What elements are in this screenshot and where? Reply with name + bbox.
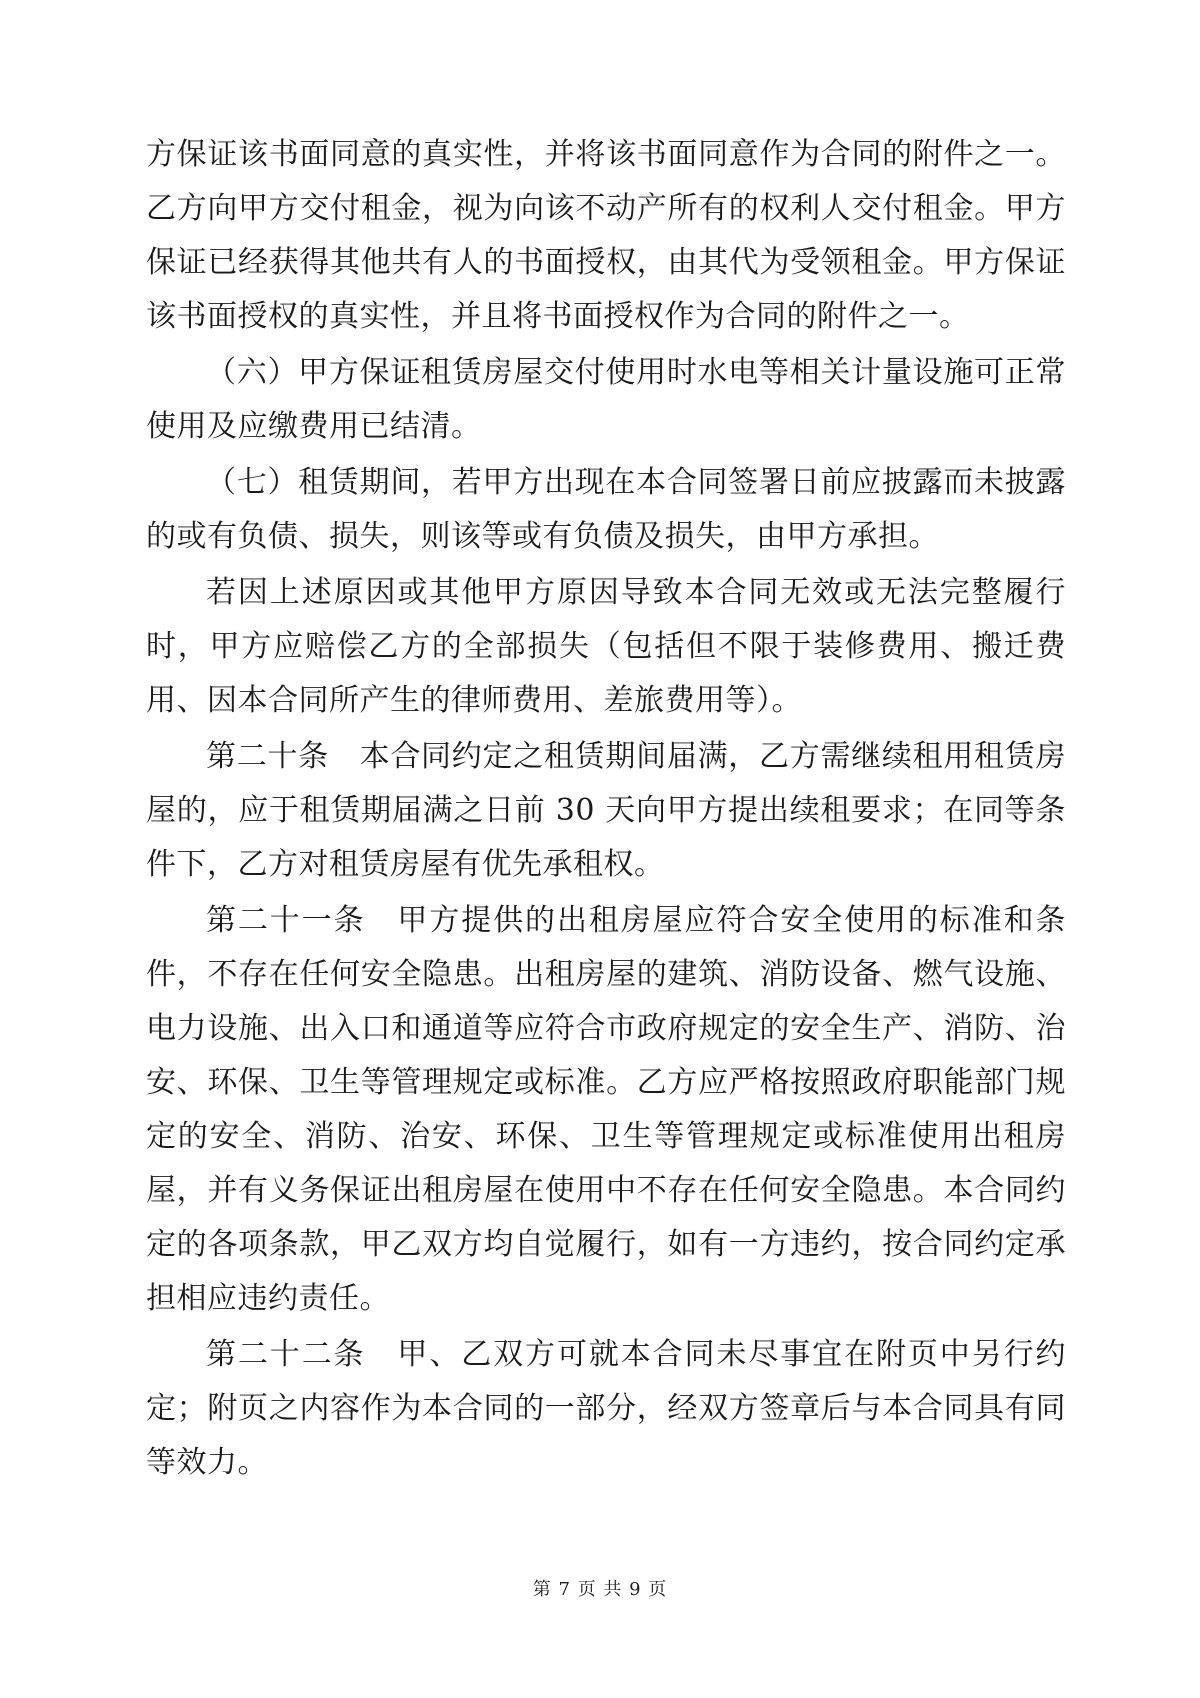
paragraph-3: （七）租赁期间，若甲方出现在本合同签署日前应披露而未披露的或有负债、损失，则该等或有负债及损失，由甲方承担。 [146, 465, 1066, 554]
page-number-footer: 第 7 页 共 9 页 [532, 1579, 668, 1600]
document-body [146, 128, 1066, 1492]
article-21: 第二十一条 甲方提供的出租房屋应符合安全使用的标准和条件，不存在任何安全隐患。出租房屋的建筑、消防设备、燃气设施、电力设施、出入口和通道等应符合市政府规定的安全生产、消防、治安、环保、卫生等管理规定或标准。乙方应严格按照政府职能部门规定的安全、消防、治安、环保、卫生等管理规定或标准使用出租房屋，并有义务保证出租房屋在使用中不存在任何安全隐患。本合同约定的各项条款，甲乙双方均自觉履行，如有一方违约，按合同约定承担相应违约责任。 [146, 903, 1066, 1316]
paragraph-2: （六）甲方保证租赁房屋交付使用时水电等相关计量设施可正常使用及应缴费用已结清。 [146, 355, 1066, 444]
article-20: 第二十条 本合同约定之租赁期间届满，乙方需继续租用租赁房屋的，应于租赁期届满之日前 30 天向甲方提出续租要求；在同等条件下，乙方对租赁房屋有优先承租权。 [146, 739, 1066, 882]
paragraph-1: 方保证该书面同意的真实性，并将该书面同意作为合同的附件之一。乙方向甲方交付租金，视为向该不动产所有的权利人交付租金。甲方保证已经获得其他共有人的书面授权，由其代为受领租金。甲方保证该书面授权的真实性，并且将书面授权作为合同的附件之一。 [146, 137, 1066, 334]
article-22: 第二十二条 甲、乙双方可就本合同未尽事宜在附页中另行约定；附页之内容作为本合同的一部分，经双方签章后与本合同具有同等效力。 [146, 1337, 1066, 1480]
paragraph-4: 若因上述原因或其他甲方原因导致本合同无效或无法完整履行时，甲方应赔偿乙方的全部损失（包括但不限于装修费用、搬迁费用、因本合同所产生的律师费用、差旅费用等）。 [146, 575, 1066, 718]
